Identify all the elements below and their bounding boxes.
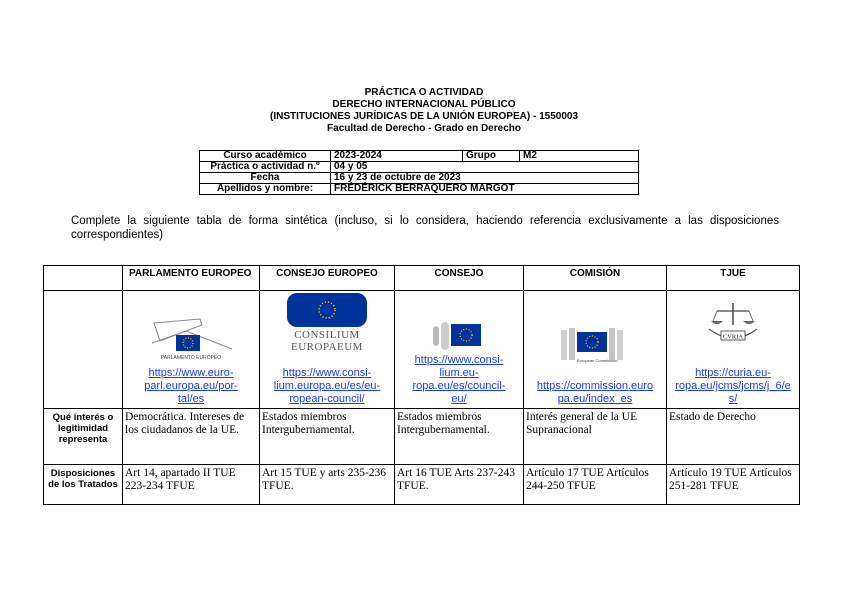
- col-header-consejo: CONSEJO: [395, 266, 524, 291]
- header-course-code: (INSTITUCIONES JURÍDICAS DE LA UNIÓN EUROPEA) - 1550003: [269, 111, 579, 122]
- col-header-comision: COMISIÓN: [524, 266, 667, 291]
- consejo-link[interactable]: [395, 354, 523, 408]
- tjue-cell: [667, 291, 800, 409]
- practica-value: 04 y 05: [331, 162, 639, 173]
- col-header-consejo-europeo: CONSEJO EUROPEO: [260, 266, 395, 291]
- comision-link-l2: pa.eu/index_es: [557, 393, 633, 405]
- tjue-link[interactable]: [667, 367, 799, 408]
- consejo-link-l4: eu/: [451, 393, 467, 405]
- col-header-parlamento: PARLAMENTO EUROPEO: [123, 266, 260, 291]
- parlamento-logo-text: PARLAMENTO EUROPEO: [160, 355, 222, 361]
- consejo-link-l3: ropa.eu/es/council-: [412, 380, 506, 392]
- parlamento-link-l3: tal/es: [177, 393, 205, 405]
- logo-row-head: [44, 291, 123, 409]
- consejo-europeo-tratados: Art 15 TUE y arts 235-236 TFUE.: [260, 465, 395, 505]
- consejo-link-l2: lium.eu-: [439, 367, 479, 379]
- comision-cell: [524, 291, 667, 409]
- consilium-logo-text: CONSILIUM EUROPAEUM: [291, 329, 363, 353]
- consejo-tratados: Art 16 TUE Arts 237-243 TFUE.: [395, 465, 524, 505]
- practica-label: Práctica o actividad n.º: [200, 162, 331, 173]
- tjue-link-l3: s/: [728, 393, 738, 405]
- grupo-value: M2: [520, 151, 639, 162]
- curso-label: Curso académico: [200, 151, 331, 162]
- comision-link-l1: https://commission.euro: [536, 380, 654, 392]
- row-label-tratados: Disposiciones de los Tratados: [44, 465, 123, 505]
- consejo-interes: Estados miembros Intergubernamental.: [395, 409, 524, 465]
- row-label-interes: Qué interés o legitimidad representa: [44, 409, 123, 465]
- parlamento-logo: [123, 299, 259, 361]
- tjue-link-l2: ropa.eu/jcms/jcms/j_6/e: [675, 380, 791, 392]
- consejo-europeo-link[interactable]: [260, 367, 394, 408]
- institutions-table: [43, 265, 800, 505]
- col-header-tjue: TJUE: [667, 266, 800, 291]
- document-header: [0, 87, 848, 135]
- consejo-logo: [395, 306, 523, 354]
- info-table: [199, 150, 639, 195]
- consejo-link-l1: https://www.consi-: [414, 354, 504, 366]
- parlamento-cell: [123, 291, 260, 409]
- consejo-cell: [395, 291, 524, 409]
- consejo-europeo-link-l3: ropean-council/: [289, 393, 365, 405]
- tjue-tratados: Artículo 19 TUE Artículos 251-281 TFUE: [667, 465, 800, 505]
- tjue-link-l1: https://curia.eu-: [695, 367, 771, 379]
- consejo-europeo-interes: Estados miembros Intergubernamental.: [260, 409, 395, 465]
- curso-value: 2023-2024: [331, 151, 463, 162]
- tjue-interes: Estado de Derecho: [667, 409, 800, 465]
- header-subject: DERECHO INTERNACIONAL PÚBLICO: [332, 99, 516, 110]
- comision-logo: [524, 318, 666, 370]
- fecha-value: 16 y 23 de octubre de 2023: [331, 173, 639, 184]
- nombre-value: FRÉDÉRICK BERRAQUERO MARGOT: [331, 184, 639, 195]
- consejo-europeo-link-l1: https://www.consi-: [282, 367, 372, 379]
- comision-tratados: Artículo 17 TUE Artículos 244-250 TFUE: [524, 465, 667, 505]
- parlamento-link[interactable]: [123, 367, 259, 408]
- intro-text: Complete la siguiente tabla de forma sintética (incluso, si lo considera, haciendo referencia exclusivamente a las disposiciones correspondientes): [71, 215, 779, 241]
- comision-link[interactable]: [524, 380, 666, 408]
- parlamento-interes: Democrática. Intereses de los ciudadanos de la UE.: [123, 409, 260, 465]
- nombre-label: Apellidos y nombre:: [200, 184, 331, 195]
- grupo-label: Grupo: [463, 151, 520, 162]
- corner-cell: [44, 266, 123, 291]
- consejo-europeo-link-l2: lium.europa.eu/es/eu-: [273, 380, 381, 392]
- curia-logo: [667, 297, 799, 353]
- curia-logo-text: CVRIA: [722, 333, 744, 341]
- consilium-flag-icon: [287, 293, 367, 327]
- parlamento-link-l1: https://www.euro-: [148, 367, 234, 379]
- comision-logo-text: European Commission: [577, 358, 618, 363]
- parlamento-link-l2: parl.europa.eu/por-: [144, 380, 238, 392]
- header-faculty: Facultad de Derecho - Grado en Derecho: [327, 123, 521, 134]
- fecha-label: Fecha: [200, 173, 331, 184]
- header-title: PRÁCTICA O ACTIVIDAD: [364, 87, 484, 98]
- comision-interes: Interés general de la UE Supranacional: [524, 409, 667, 465]
- consejo-europeo-cell: [260, 291, 395, 409]
- parlamento-tratados: Art 14, apartado II TUE 223-234 TFUE: [123, 465, 260, 505]
